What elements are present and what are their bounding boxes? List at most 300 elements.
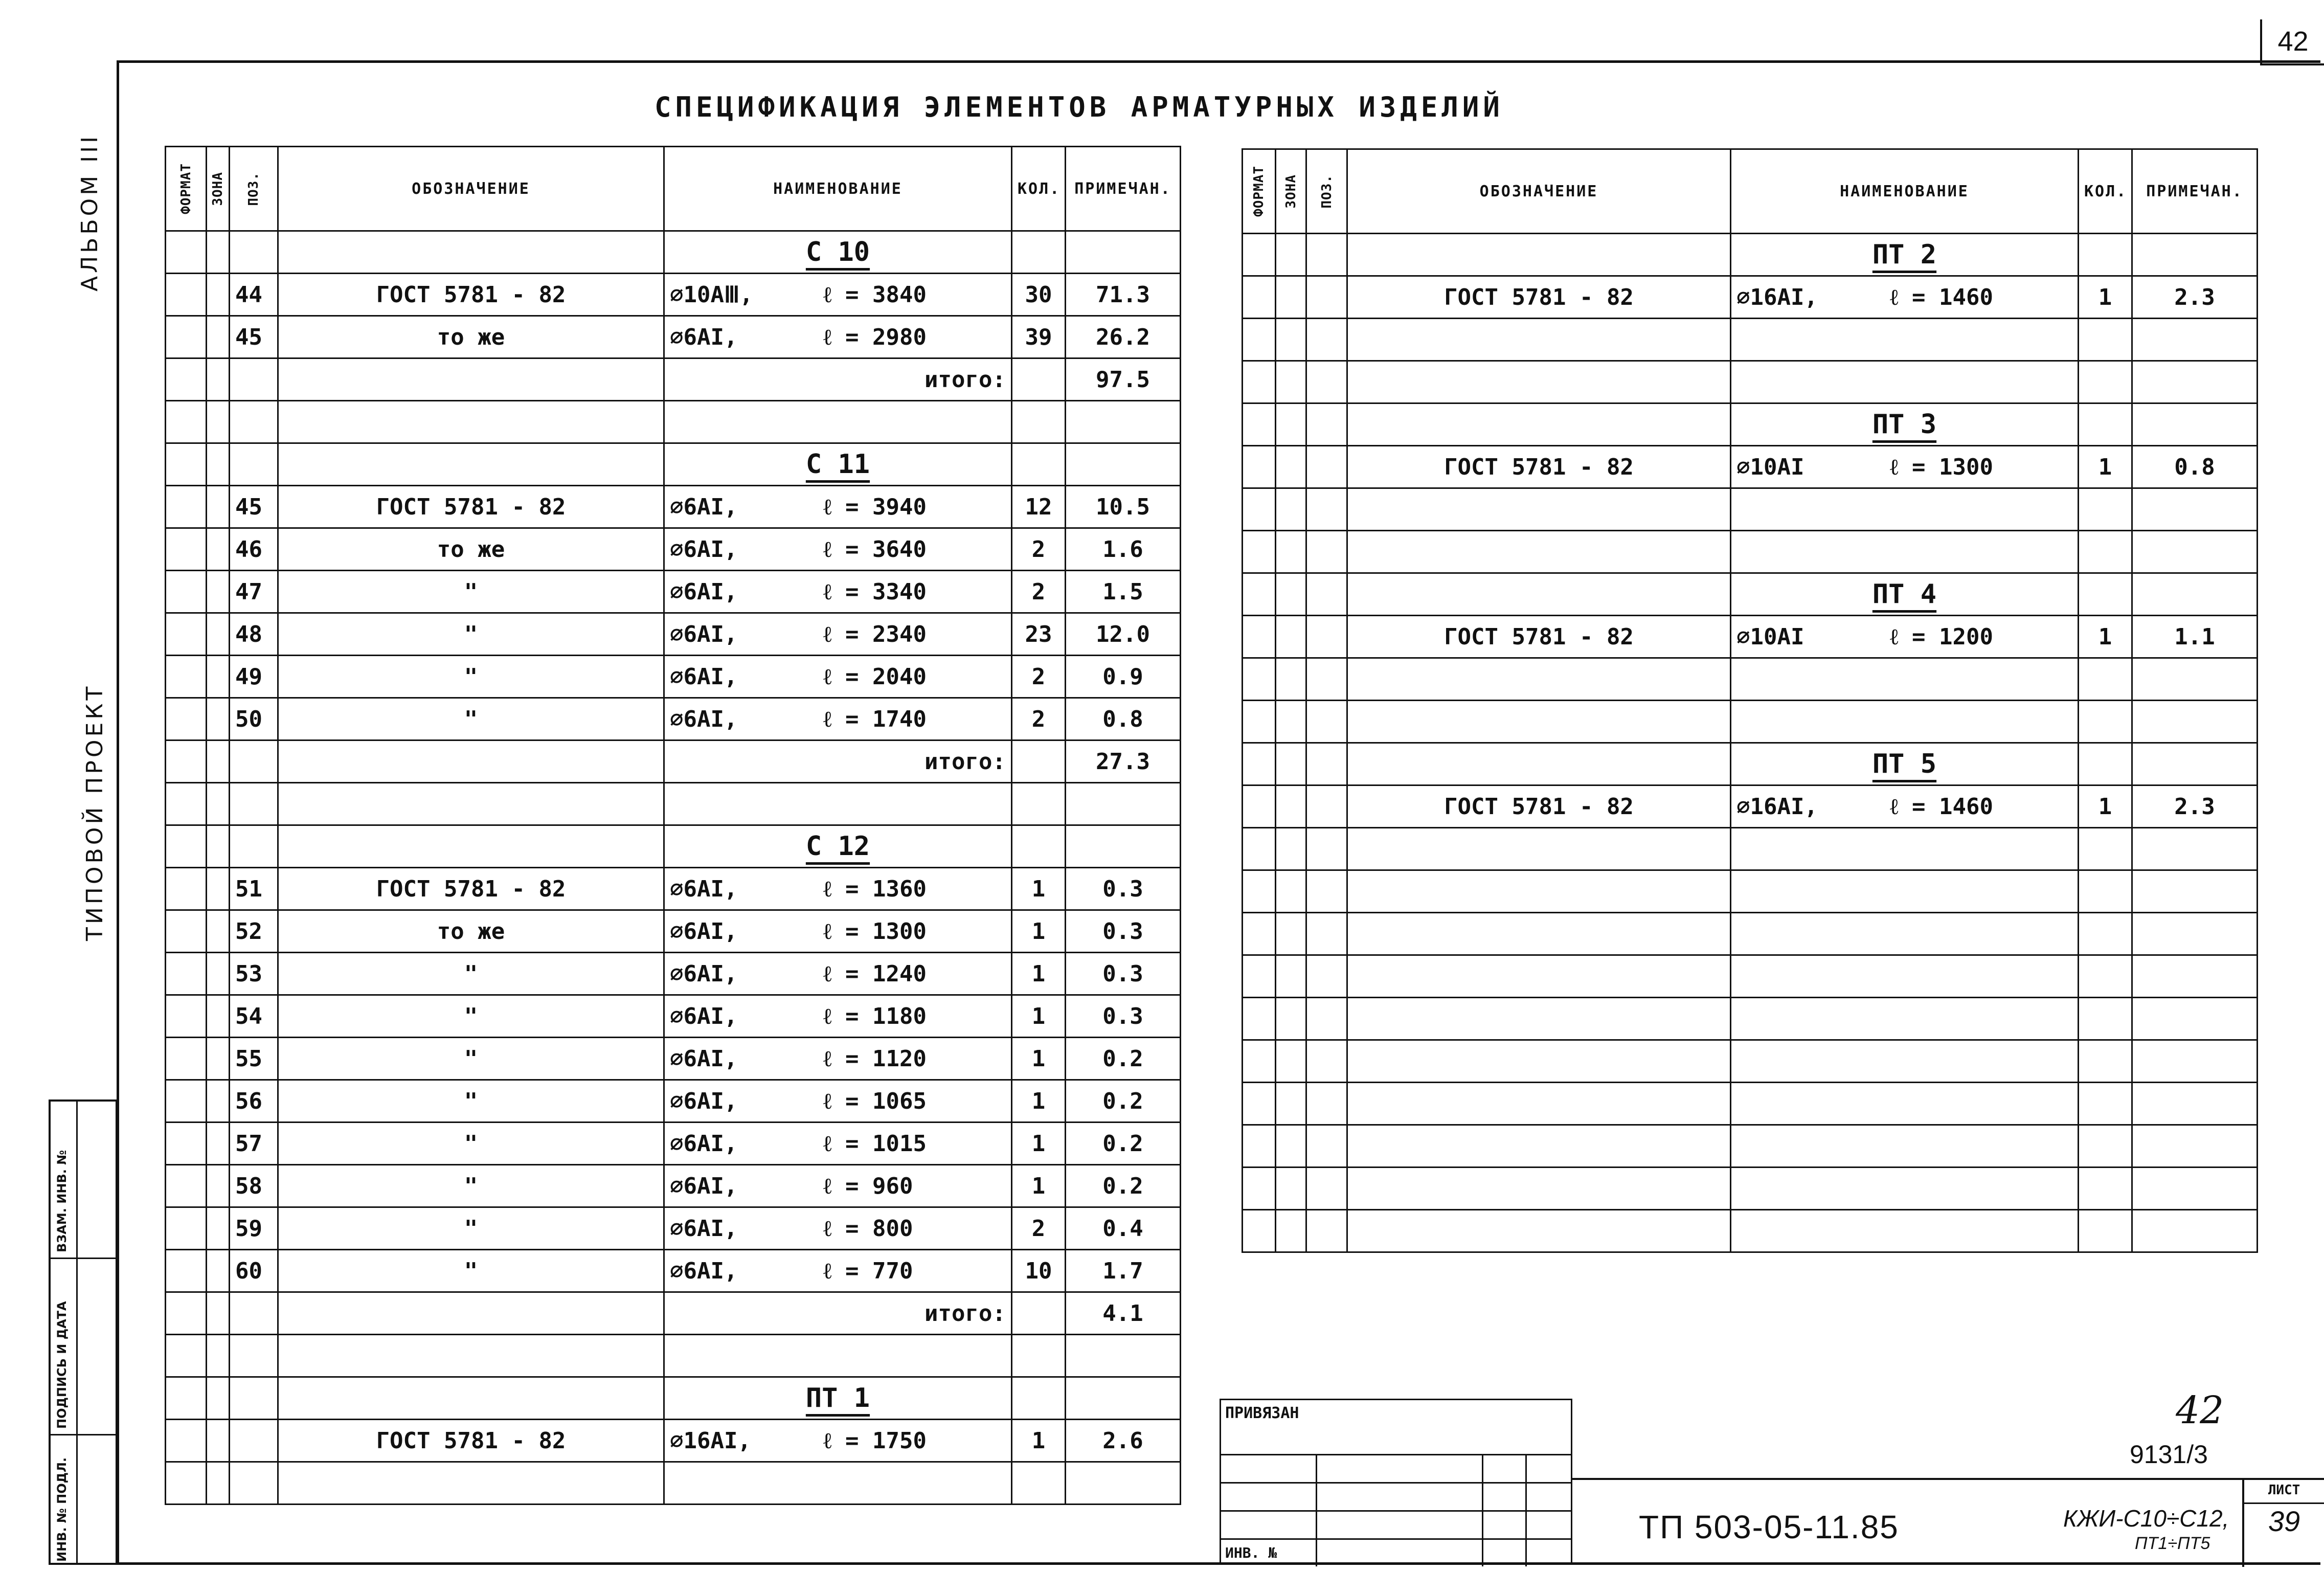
cell-note — [1066, 231, 1181, 274]
cell-format — [166, 1462, 207, 1505]
rebar-length: ℓ = 1240 — [823, 960, 927, 987]
empty-cell — [2132, 1125, 2258, 1168]
cell-zone — [1276, 403, 1306, 446]
total-label: итого: — [664, 740, 1012, 783]
cell-pos — [230, 1420, 278, 1462]
cell-zone — [207, 1123, 230, 1165]
cell-note: 26.2 — [1066, 316, 1181, 358]
cell-name — [664, 656, 1012, 698]
cell-pos: 48 — [230, 613, 278, 656]
cell-zone — [207, 656, 230, 698]
section-title-row — [166, 1377, 1181, 1420]
cell-designation: то же — [278, 316, 664, 358]
rebar-length: ℓ = 1740 — [823, 706, 927, 732]
cell-designation — [1347, 743, 1731, 786]
total-label: итого: — [664, 358, 1012, 401]
cell-qty — [1012, 1377, 1066, 1420]
rebar-length: ℓ = 1180 — [823, 1003, 927, 1029]
left-spec-table — [165, 146, 1181, 1505]
cell-pos — [230, 825, 278, 868]
rebar-length: ℓ = 3940 — [823, 493, 927, 520]
section-title: ПТ 5 — [1872, 749, 1937, 779]
empty-row — [1243, 955, 2258, 998]
cell-name — [664, 825, 1012, 868]
cell-zone — [1276, 234, 1306, 276]
rebar-diameter: ⌀6АI, — [670, 1003, 738, 1029]
cell-designation: ГОСТ 5781 - 82 — [1347, 786, 1731, 828]
cell-note: 0.9 — [1066, 656, 1181, 698]
cell-qty: 1 — [1012, 1420, 1066, 1462]
header-qty: КОЛ. — [1012, 147, 1066, 231]
cell-zone — [1276, 319, 1306, 361]
empty-cell — [1731, 1210, 2079, 1252]
table-row — [1243, 786, 2258, 828]
rebar-length: ℓ = 1300 — [823, 918, 927, 945]
cell-note: 1.6 — [1066, 528, 1181, 571]
empty-cell — [1347, 998, 1731, 1040]
table-row — [166, 1080, 1181, 1123]
empty-cell — [230, 401, 278, 443]
cell-zone — [207, 698, 230, 740]
cell-qty: 1 — [1012, 868, 1066, 910]
cell-name — [664, 443, 1012, 486]
cell-zone — [207, 783, 230, 825]
side-stamp — [49, 1099, 118, 1565]
document-code: ТП 503-05-11.85 — [1639, 1509, 1899, 1545]
section-title: С 10 — [805, 237, 870, 267]
empty-row — [1243, 1083, 2258, 1125]
cell-format — [1243, 1168, 1276, 1210]
cell-format — [166, 231, 207, 274]
cell-zone — [207, 274, 230, 316]
cell-name — [664, 1123, 1012, 1165]
section-title: ПТ 4 — [1872, 579, 1937, 610]
empty-row — [1243, 828, 2258, 870]
cell-qty: 39 — [1012, 316, 1066, 358]
cell-designation: то же — [278, 910, 664, 953]
cell-note — [1066, 443, 1181, 486]
table-row — [166, 316, 1181, 358]
cell-name — [664, 1165, 1012, 1207]
cell-format — [1243, 319, 1276, 361]
section-title-row — [1243, 573, 2258, 616]
table-row — [166, 698, 1181, 740]
cell-zone — [1276, 828, 1306, 870]
cell-note: 2.3 — [2132, 276, 2258, 319]
table-row — [1243, 276, 2258, 319]
cell-note: 0.3 — [1066, 868, 1181, 910]
header-note: ПРИМЕЧАН. — [2132, 149, 2258, 234]
cell-name — [1731, 786, 2079, 828]
empty-cell — [1347, 1210, 1731, 1252]
cell-format — [1243, 701, 1276, 743]
privyazan-label: ПРИВЯЗАН — [1225, 1404, 1299, 1422]
cell-qty — [2079, 573, 2132, 616]
empty-cell — [2132, 658, 2258, 701]
cell-format — [166, 1080, 207, 1123]
empty-row — [1243, 998, 2258, 1040]
cell-qty: 2 — [1012, 1207, 1066, 1250]
empty-cell — [1347, 319, 1731, 361]
cell-designation: " — [278, 1250, 664, 1292]
rebar-diameter: ⌀16АI, — [1736, 793, 1818, 820]
rebar-length: ℓ = 1120 — [823, 1045, 927, 1072]
section-title-row — [1243, 743, 2258, 786]
rebar-diameter: ⌀6АI, — [670, 1045, 738, 1072]
album-label: АЛЬБОМ III — [77, 133, 103, 291]
inv-label: ИНВ. № — [1225, 1544, 1277, 1561]
empty-cell — [1347, 870, 1731, 913]
section-title: ПТ 3 — [1872, 409, 1937, 440]
cell-format — [1243, 488, 1276, 531]
empty-cell — [1306, 998, 1347, 1040]
empty-cell — [2079, 658, 2132, 701]
table-row — [166, 868, 1181, 910]
cell-pos — [1306, 446, 1347, 488]
cell-format — [1243, 658, 1276, 701]
cell-note — [2132, 573, 2258, 616]
rebar-length: ℓ = 3840 — [823, 281, 927, 308]
table-row — [166, 995, 1181, 1038]
empty-cell — [1306, 361, 1347, 403]
privyazan-block — [1220, 1399, 1572, 1565]
cell-qty — [2079, 403, 2132, 446]
cell-name — [1731, 616, 2079, 658]
cell-pos: 60 — [230, 1250, 278, 1292]
empty-cell — [1731, 955, 2079, 998]
cell-name — [1731, 276, 2079, 319]
empty-cell — [1066, 401, 1181, 443]
cell-name — [664, 1250, 1012, 1292]
cell-designation — [1347, 403, 1731, 446]
cell-note: 2.6 — [1066, 1420, 1181, 1462]
cell-zone — [1276, 446, 1306, 488]
cell-zone — [207, 443, 230, 486]
cell-format — [1243, 828, 1276, 870]
cell-zone — [207, 1377, 230, 1420]
cell-name — [1731, 573, 2079, 616]
empty-cell — [2079, 870, 2132, 913]
cell-qty — [1012, 443, 1066, 486]
empty-cell — [278, 783, 664, 825]
cell-qty — [2079, 234, 2132, 276]
cell-qty: 1 — [2079, 786, 2132, 828]
cell-zone — [207, 740, 230, 783]
empty-row — [166, 783, 1181, 825]
cell-designation: ГОСТ 5781 - 82 — [1347, 616, 1731, 658]
empty-cell — [1347, 1040, 1731, 1083]
empty-cell — [278, 401, 664, 443]
empty-cell — [2079, 488, 2132, 531]
cell-format — [166, 274, 207, 316]
empty-row — [1243, 913, 2258, 955]
right-spec-table — [1242, 148, 2258, 1253]
table-row — [166, 1038, 1181, 1080]
cell-format — [166, 528, 207, 571]
empty-cell — [1306, 1040, 1347, 1083]
cell-format — [1243, 403, 1276, 446]
rebar-diameter: ⌀6АI, — [670, 1130, 738, 1157]
cell-designation: ГОСТ 5781 - 82 — [278, 1420, 664, 1462]
cell-designation: " — [278, 698, 664, 740]
empty-cell — [1731, 319, 2079, 361]
rebar-length: ℓ = 3340 — [823, 578, 927, 605]
cell-name — [664, 953, 1012, 995]
cell-zone — [207, 486, 230, 528]
empty-cell — [1731, 1040, 2079, 1083]
empty-cell — [2132, 1083, 2258, 1125]
empty-cell — [2079, 531, 2132, 573]
table-row — [166, 613, 1181, 656]
cell-format — [1243, 955, 1276, 998]
table-header-row — [1243, 149, 2258, 234]
empty-cell — [1347, 1168, 1731, 1210]
cell-pos — [230, 740, 278, 783]
cell-name — [664, 528, 1012, 571]
empty-cell — [2079, 701, 2132, 743]
cell-pos: 55 — [230, 1038, 278, 1080]
cell-note: 0.2 — [1066, 1165, 1181, 1207]
empty-cell — [1012, 783, 1066, 825]
stamp-label-replacement-inv: ВЗАМ. ИНВ. № — [55, 1150, 69, 1252]
empty-cell — [1306, 531, 1347, 573]
empty-row — [1243, 1125, 2258, 1168]
cell-zone — [207, 1420, 230, 1462]
cell-qty: 2 — [1012, 528, 1066, 571]
cell-note — [1066, 825, 1181, 868]
cell-zone — [1276, 616, 1306, 658]
empty-cell — [2079, 998, 2132, 1040]
empty-cell — [2132, 1040, 2258, 1083]
stamp-label-signature-date: ПОДПИСЬ И ДАТА — [55, 1301, 69, 1429]
cell-pos — [230, 1377, 278, 1420]
cell-note: 71.3 — [1066, 274, 1181, 316]
cell-pos — [230, 443, 278, 486]
header-name: НАИМЕНОВАНИЕ — [1731, 149, 2079, 234]
cell-format — [1243, 276, 1276, 319]
empty-cell — [1012, 1335, 1066, 1377]
empty-cell — [1347, 531, 1731, 573]
cell-zone — [207, 1250, 230, 1292]
table-row — [1243, 616, 2258, 658]
cell-designation: " — [278, 656, 664, 698]
cell-designation — [278, 443, 664, 486]
cell-pos: 50 — [230, 698, 278, 740]
empty-cell — [2079, 913, 2132, 955]
rebar-length: ℓ = 2040 — [823, 663, 927, 690]
empty-cell — [2079, 319, 2132, 361]
section-title: ПТ 2 — [1872, 239, 1937, 270]
cell-format — [166, 401, 207, 443]
cell-qty — [1012, 740, 1066, 783]
empty-row — [166, 1462, 1181, 1505]
empty-cell — [1306, 828, 1347, 870]
cell-zone — [207, 613, 230, 656]
cell-format — [166, 571, 207, 613]
cell-format — [166, 953, 207, 995]
cell-name — [664, 571, 1012, 613]
cell-note — [1066, 1377, 1181, 1420]
empty-cell — [2132, 701, 2258, 743]
cell-designation: то же — [278, 528, 664, 571]
section-title-row — [1243, 403, 2258, 446]
cell-designation: " — [278, 953, 664, 995]
cell-zone — [207, 1462, 230, 1505]
rebar-length: ℓ = 770 — [823, 1258, 913, 1284]
cell-name — [664, 1207, 1012, 1250]
cell-note: 0.2 — [1066, 1080, 1181, 1123]
header-designation: ОБОЗНАЧЕНИЕ — [278, 147, 664, 231]
rebar-length: ℓ = 960 — [823, 1173, 913, 1199]
cell-pos: 59 — [230, 1207, 278, 1250]
cell-note — [2132, 743, 2258, 786]
handwritten-sheet-number: 42 — [2176, 1388, 2224, 1432]
cell-designation — [278, 1292, 664, 1335]
empty-cell — [1731, 531, 2079, 573]
rebar-diameter: ⌀6АI, — [670, 324, 738, 350]
section-title-row — [166, 825, 1181, 868]
cell-note: 0.2 — [1066, 1038, 1181, 1080]
cell-name — [664, 1038, 1012, 1080]
rebar-diameter: ⌀6АI, — [670, 960, 738, 987]
cell-zone — [1276, 361, 1306, 403]
table-row — [166, 274, 1181, 316]
empty-row — [1243, 870, 2258, 913]
rebar-diameter: ⌀6АI, — [670, 536, 738, 563]
empty-cell — [1012, 1462, 1066, 1505]
cell-note: 0.8 — [2132, 446, 2258, 488]
empty-row — [1243, 658, 2258, 701]
cell-zone — [1276, 1125, 1306, 1168]
cell-format — [1243, 1125, 1276, 1168]
cell-zone — [207, 1038, 230, 1080]
cell-format — [1243, 446, 1276, 488]
cell-format — [166, 358, 207, 401]
cell-qty: 1 — [2079, 276, 2132, 319]
table-row — [166, 486, 1181, 528]
sheet-number: 39 — [2268, 1505, 2300, 1537]
cell-designation: " — [278, 613, 664, 656]
empty-cell — [1066, 1335, 1181, 1377]
cell-designation: " — [278, 1038, 664, 1080]
cell-zone — [207, 1292, 230, 1335]
empty-cell — [1306, 488, 1347, 531]
document-mark-line1: КЖИ-С10÷С12, — [2063, 1505, 2229, 1532]
empty-cell — [1731, 828, 2079, 870]
rebar-length: ℓ = 1015 — [823, 1130, 927, 1157]
total-value: 27.3 — [1066, 740, 1181, 783]
empty-cell — [2132, 955, 2258, 998]
empty-cell — [1731, 1168, 2079, 1210]
total-row — [166, 740, 1181, 783]
cell-name — [664, 231, 1012, 274]
cell-zone — [1276, 276, 1306, 319]
empty-cell — [2079, 1083, 2132, 1125]
cell-zone — [1276, 658, 1306, 701]
rebar-length: ℓ = 3640 — [823, 536, 927, 563]
empty-cell — [664, 1462, 1012, 1505]
table-row — [166, 1207, 1181, 1250]
empty-cell — [2132, 531, 2258, 573]
cell-qty: 1 — [2079, 446, 2132, 488]
empty-cell — [2079, 1125, 2132, 1168]
rebar-length: ℓ = 800 — [823, 1215, 913, 1242]
section-title-row — [166, 443, 1181, 486]
cell-pos — [1306, 276, 1347, 319]
empty-cell — [1306, 658, 1347, 701]
cell-qty — [1012, 358, 1066, 401]
sheet-label: ЛИСТ — [2244, 1478, 2324, 1504]
empty-row — [166, 401, 1181, 443]
empty-cell — [1731, 1083, 2079, 1125]
cell-pos: 44 — [230, 274, 278, 316]
empty-cell — [2132, 913, 2258, 955]
cell-name — [664, 613, 1012, 656]
empty-cell — [230, 1462, 278, 1505]
cell-zone — [1276, 998, 1306, 1040]
cell-zone — [1276, 531, 1306, 573]
cell-format — [1243, 573, 1276, 616]
cell-zone — [207, 995, 230, 1038]
total-row — [166, 358, 1181, 401]
rebar-length: ℓ = 2340 — [823, 621, 927, 647]
rebar-diameter: ⌀6АI, — [670, 1173, 738, 1199]
cell-name — [664, 868, 1012, 910]
empty-cell — [2132, 1168, 2258, 1210]
page-number-box — [2260, 19, 2324, 65]
cell-format — [1243, 1040, 1276, 1083]
rebar-diameter: ⌀6АI, — [670, 663, 738, 690]
empty-cell — [1306, 955, 1347, 998]
rebar-length: ℓ = 1200 — [1890, 623, 1993, 650]
cell-qty: 23 — [1012, 613, 1066, 656]
empty-cell — [2132, 870, 2258, 913]
empty-cell — [2079, 1040, 2132, 1083]
cell-qty: 1 — [1012, 910, 1066, 953]
cell-qty — [1012, 231, 1066, 274]
cell-format — [1243, 1210, 1276, 1252]
rebar-length: ℓ = 1300 — [1890, 454, 1993, 480]
cell-zone — [207, 231, 230, 274]
cell-pos: 51 — [230, 868, 278, 910]
empty-cell — [1347, 701, 1731, 743]
cell-designation: ГОСТ 5781 - 82 — [278, 868, 664, 910]
cell-pos — [1306, 234, 1347, 276]
cell-format — [166, 740, 207, 783]
cell-qty: 2 — [1012, 698, 1066, 740]
rebar-diameter: ⌀10АⅢ, — [670, 281, 753, 308]
empty-cell — [1347, 361, 1731, 403]
cell-name — [664, 274, 1012, 316]
cell-qty: 1 — [1012, 1123, 1066, 1165]
empty-cell — [1306, 319, 1347, 361]
empty-cell — [1731, 658, 2079, 701]
section-title: С 12 — [805, 831, 870, 862]
cell-pos — [230, 231, 278, 274]
empty-cell — [664, 783, 1012, 825]
cell-pos: 56 — [230, 1080, 278, 1123]
header-qty: КОЛ. — [2079, 149, 2132, 234]
empty-cell — [2132, 998, 2258, 1040]
rebar-length: ℓ = 1065 — [823, 1088, 927, 1114]
cell-note: 0.3 — [1066, 953, 1181, 995]
rebar-diameter: ⌀16АI, — [1736, 284, 1818, 310]
rebar-diameter: ⌀6АI, — [670, 706, 738, 732]
cell-zone — [207, 1335, 230, 1377]
cell-name — [664, 1080, 1012, 1123]
cell-designation — [1347, 573, 1731, 616]
cell-designation: ГОСТ 5781 - 82 — [278, 486, 664, 528]
